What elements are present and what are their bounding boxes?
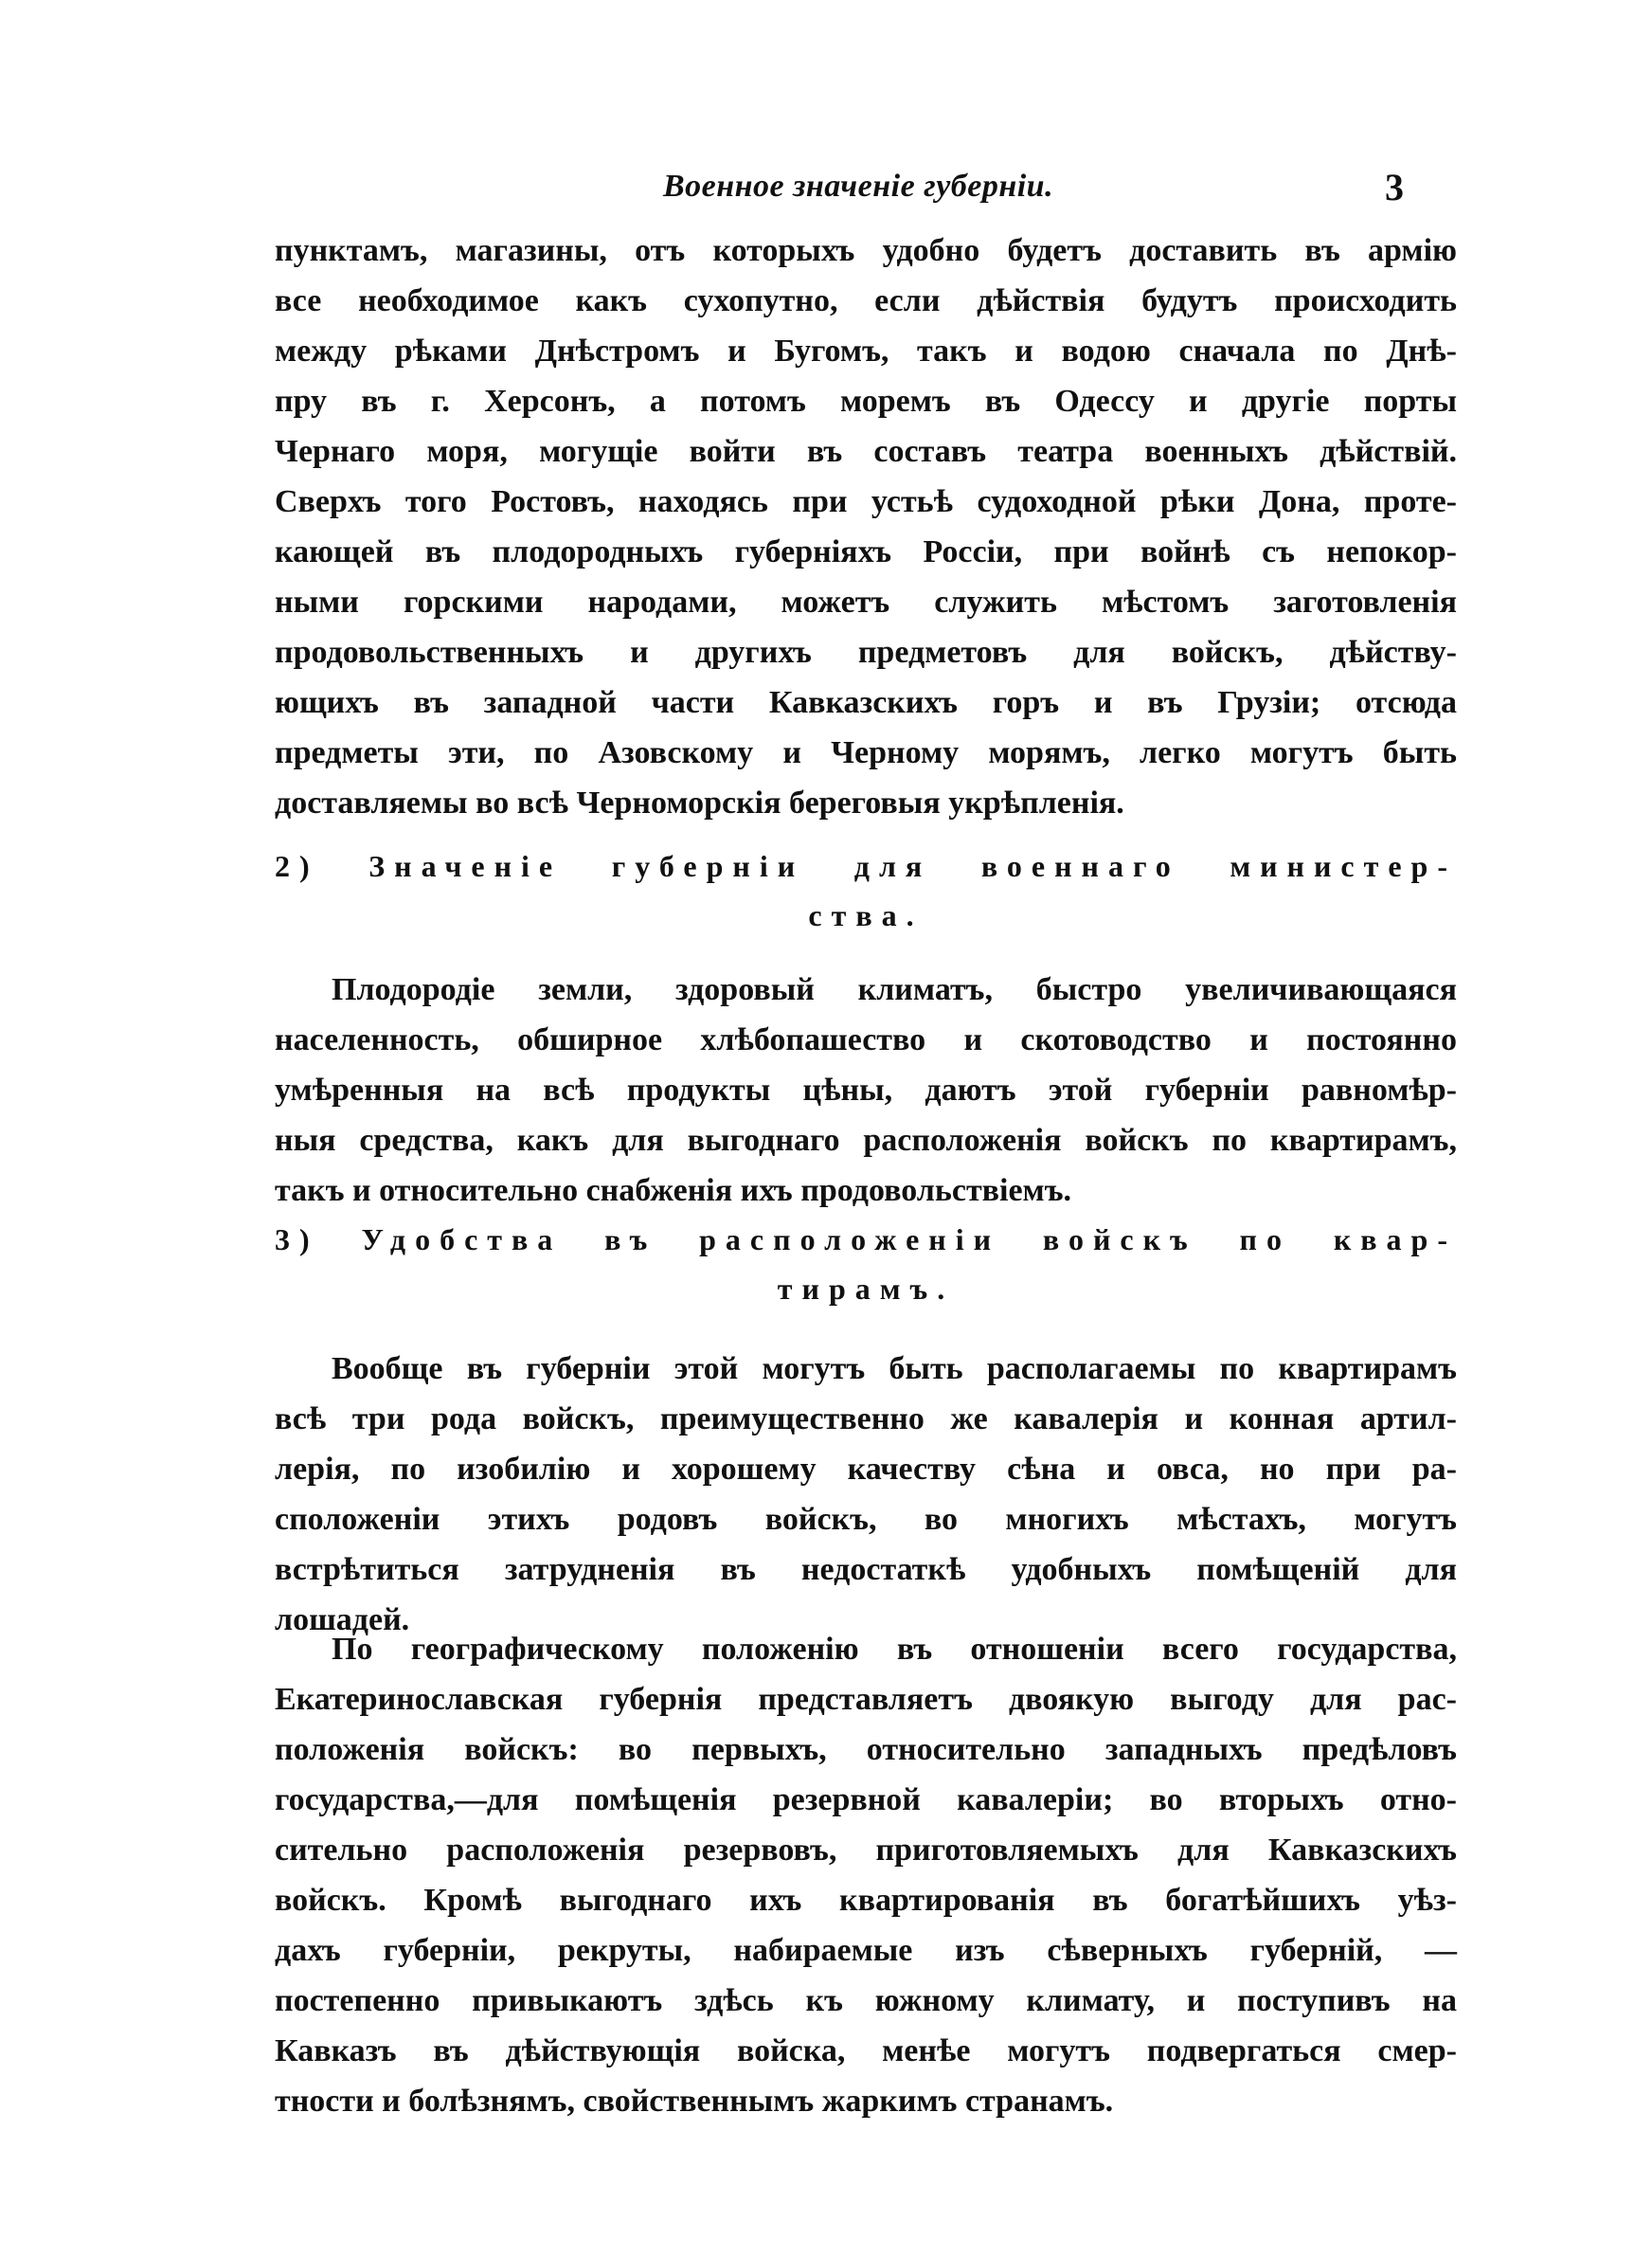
text-line: сительно расположенія резервовъ, приготовляемыхъ для Кавказскихъ bbox=[275, 1833, 1457, 1868]
running-head bbox=[0, 166, 1652, 226]
text-line: лерія, по изобилію и хорошему качеству сѣна и овса, но при ра- bbox=[275, 1452, 1457, 1487]
running-title: Военное значеніе губерніи. bbox=[663, 169, 1054, 204]
paragraph-3 bbox=[275, 1344, 1457, 1645]
text-line: Кавказъ въ дѣйствующія войска, менѣе могутъ подвергаться смер- bbox=[275, 2033, 1457, 2068]
text-line: Вообще въ губерніи этой могутъ быть располагаемы по квартирамъ bbox=[332, 1351, 1457, 1386]
section-heading-2 bbox=[275, 841, 1457, 940]
text-line: пру въ г. Херсонъ, а потомъ моремъ въ Одессу и другіе порты bbox=[275, 384, 1457, 419]
text-line: ными горскими народами, можетъ служить мѣстомъ заготовленія bbox=[275, 585, 1457, 620]
text-line: положенія войскъ: во первыхъ, относительно западныхъ предѣловъ bbox=[275, 1732, 1457, 1767]
paragraph-4 bbox=[275, 1624, 1457, 2126]
heading-line: ства. bbox=[808, 898, 924, 932]
text-line: По географическому положенію въ отношеніи всего государства, bbox=[332, 1632, 1457, 1667]
text-line: тности и болѣзнямъ, свойственнымъ жаркимъ странамъ. bbox=[275, 2084, 1114, 2119]
text-line: продовольственныхъ и другихъ предметовъ для войскъ, дѣйству- bbox=[275, 635, 1457, 670]
text-line: войскъ. Кромѣ выгоднаго ихъ квартированія въ богатѣйшихъ уѣз- bbox=[275, 1883, 1457, 1918]
text-line: умѣренныя на всѣ продукты цѣны, даютъ этой губерніи равномѣр- bbox=[275, 1073, 1457, 1108]
text-line: дахъ губерніи, рекруты, набираемые изъ сѣверныхъ губерній, — bbox=[275, 1933, 1457, 1968]
text-line: сположеніи этихъ родовъ войскъ, во многихъ мѣстахъ, могутъ bbox=[275, 1502, 1457, 1537]
text-line: Чернаго моря, могущіе войти въ составъ театра военныхъ дѣйствій. bbox=[275, 434, 1457, 469]
text-line: населенность, обширное хлѣбопашество и скотоводство и постоянно bbox=[275, 1022, 1457, 1057]
text-line: такъ и относительно снабженія ихъ продовольствіемъ. bbox=[275, 1173, 1072, 1208]
text-line: лошадей. bbox=[275, 1602, 410, 1637]
text-line: предметы эти, по Азовскому и Черному морямъ, легко могутъ быть bbox=[275, 735, 1457, 770]
text-line: доставляемы во всѣ Черноморскія береговыя укрѣпленія. bbox=[275, 785, 1124, 821]
text-line: Сверхъ того Ростовъ, находясь при устьѣ судоходной рѣки Дона, проте- bbox=[275, 484, 1457, 519]
text-line: государства,—для помѣщенія резервной кавалеріи; во вторыхъ отно- bbox=[275, 1782, 1457, 1817]
text-line: пунктамъ, магазины, отъ которыхъ удобно будетъ доставить въ армію bbox=[275, 233, 1457, 268]
paragraph-2 bbox=[275, 965, 1457, 1216]
paragraph-1 bbox=[275, 226, 1457, 828]
text-line: ныя средства, какъ для выгоднаго расположенія войскъ по квартирамъ, bbox=[275, 1123, 1457, 1158]
text-line: Плодородіе земли, здоровый климатъ, быстро увеличивающаяся bbox=[332, 972, 1457, 1007]
text-line: встрѣтиться затрудненія въ недостаткѣ удобныхъ помѣщеній для bbox=[275, 1552, 1457, 1587]
text-line: между рѣками Днѣстромъ и Бугомъ, такъ и водою сначала по Днѣ- bbox=[275, 334, 1457, 369]
text-line: всѣ три рода войскъ, преимущественно же кавалерія и конная артил- bbox=[275, 1401, 1457, 1436]
heading-line: тирамъ. bbox=[777, 1272, 955, 1306]
text-line: постепенно привыкаютъ здѣсь къ южному климату, и поступивъ на bbox=[275, 1983, 1457, 2018]
text-line: Екатеринославская губернія представляетъ двоякую выгоду для рас- bbox=[275, 1682, 1457, 1717]
heading-line: 2) Значеніе губерніи для военнаго министер- bbox=[275, 849, 1457, 883]
text-line: ющихъ въ западной части Кавказскихъ горъ и въ Грузіи; отсюда bbox=[275, 685, 1457, 720]
text-line: кающей въ плодородныхъ губерніяхъ Россіи, при войнѣ съ непокор- bbox=[275, 534, 1457, 569]
heading-line: 3) Удобства въ расположеніи войскъ по квар- bbox=[275, 1222, 1457, 1256]
page-number: 3 bbox=[1385, 166, 1404, 208]
section-heading-3 bbox=[275, 1215, 1457, 1313]
text-line: все необходимое какъ сухопутно, если дѣйствія будутъ происходить bbox=[275, 283, 1457, 318]
